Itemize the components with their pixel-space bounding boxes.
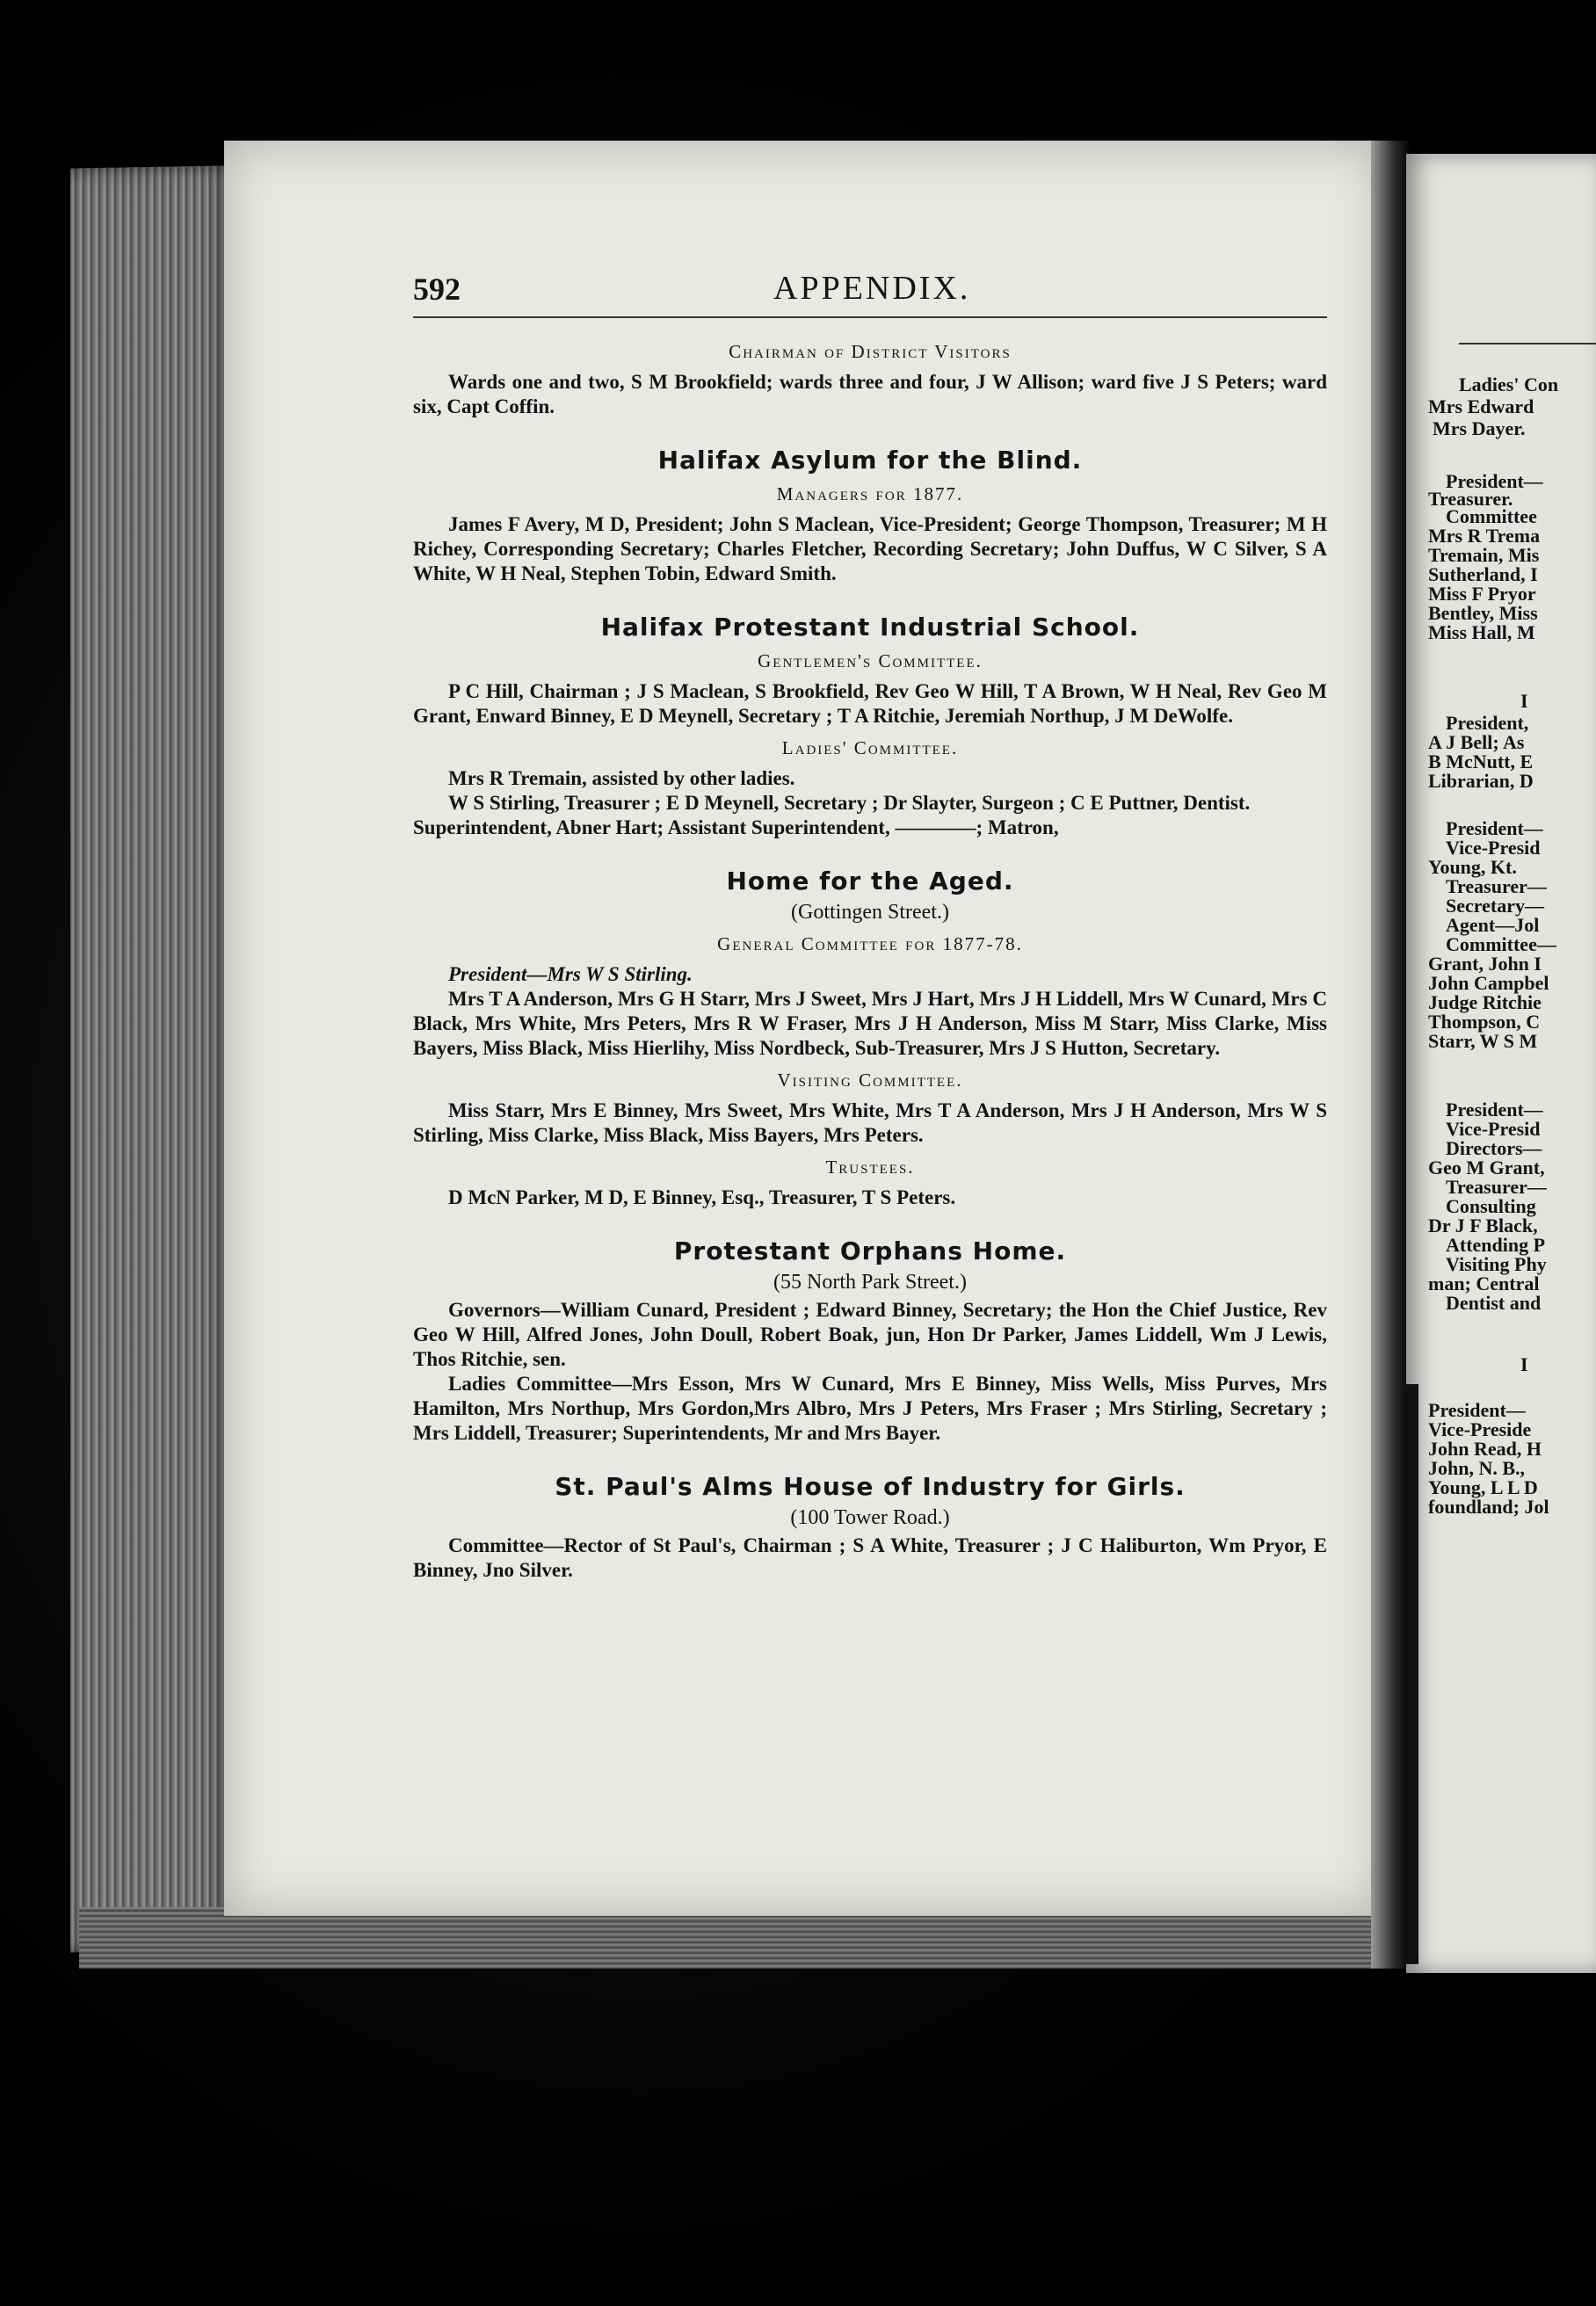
home-aged-trustees-text: D McN Parker, M D, E Binney, Esq., Treasurer, T S Peters.	[448, 1186, 956, 1208]
orphans-home-location: (55 North Park Street.)	[773, 1271, 967, 1294]
right-page-line: A J Bell; As	[1428, 731, 1525, 753]
right-page-line: Librarian, D	[1428, 770, 1534, 792]
home-aged-general-text: Mrs T A Anderson, Mrs G H Starr, Mrs J Sweet, Mrs J Hart, Mrs J H Liddell, Mrs W Cunard, Mrs C Black, Mrs White, Mrs Peters, Mrs R W Fraser, Mrs J H Anderson, Miss M Starr, Miss Clarke, Miss Bayers, Miss Black, Miss Hierlihy, Miss Nordbeck, Sub-Treasurer, Mrs J S Hutton, Secretary.	[413, 988, 1327, 1059]
right-page-line: Dr J F Black,	[1428, 1215, 1538, 1236]
right-page-line: Agent—Jol	[1446, 914, 1540, 936]
right-page-line: I	[1520, 1353, 1528, 1375]
district-visitors-label: Chairman of District Visitors	[729, 341, 1012, 362]
right-page-line: Judge Ritchie	[1428, 991, 1542, 1013]
right-page-line: Starr, W S M	[1428, 1030, 1538, 1052]
blind-asylum-title: Halifax Asylum for the Blind.	[657, 446, 1083, 475]
right-page	[1406, 154, 1596, 1973]
home-aged-trustees-label: Trustees.	[825, 1157, 915, 1178]
right-page-line: Mrs R Trema	[1428, 525, 1541, 547]
right-page-line: Bentley, Miss	[1428, 602, 1538, 624]
right-page-line: Committee	[1446, 505, 1537, 527]
right-page-line: Vice-Presid	[1446, 1118, 1541, 1140]
right-page-line: Tremain, Mis	[1428, 544, 1540, 566]
right-page-line: Vice-Preside	[1428, 1418, 1532, 1440]
home-aged-president: President—Mrs W S Stirling.	[448, 963, 693, 985]
right-page-line: President—	[1446, 1099, 1543, 1120]
page-header	[413, 264, 1327, 318]
blind-asylum-managers-label: Managers for 1877.	[776, 483, 964, 504]
home-aged-visiting-text: Miss Starr, Mrs E Binney, Mrs Sweet, Mrs White, Mrs T A Anderson, Mrs J H Anderson, Mrs W S Stirling, Miss Clarke, Miss Black, Miss Bayers, Mrs Peters.	[413, 1099, 1327, 1146]
home-aged-location: (Gottingen Street.)	[791, 901, 949, 924]
right-page-line: President—	[1446, 817, 1543, 839]
right-page-line: Thompson, C	[1428, 1011, 1541, 1033]
right-page-line: Geo M Grant,	[1428, 1157, 1545, 1178]
right-page-line: President—	[1446, 470, 1543, 492]
st-pauls-location: (100 Tower Road.)	[790, 1506, 950, 1529]
home-aged-general-label: General Committee for 1877-78.	[717, 933, 1023, 954]
right-page-line: Miss Hall, M	[1428, 621, 1535, 643]
district-visitors-text: Wards one and two, S M Brookfield; wards three and four, J W Allison; ward five J S Peters; ward six, Capt Coffin.	[413, 371, 1327, 417]
right-page-line: Ladies' Con	[1459, 373, 1559, 395]
home-aged-visiting-label: Visiting Committee.	[777, 1070, 963, 1091]
st-pauls-title: St. Paul's Alms House of Industry for Girls.	[555, 1472, 1186, 1501]
right-page-line: Mrs Edward	[1428, 395, 1534, 417]
industrial-school-title: Halifax Protestant Industrial School.	[600, 613, 1140, 642]
right-page-line: Treasurer—	[1446, 875, 1547, 897]
right-page-line: Dentist and	[1446, 1292, 1542, 1314]
right-page-line: Miss F Pryor	[1428, 583, 1536, 605]
right-page-line: Treasurer—	[1446, 1176, 1547, 1198]
right-page-line: Consulting	[1446, 1195, 1536, 1217]
industrial-school-gentlemen-label: Gentlemen's Committee.	[758, 650, 983, 671]
industrial-school-ladies-text-1: Mrs R Tremain, assisted by other ladies.	[448, 767, 795, 789]
right-page-line: Young, L L D	[1428, 1476, 1538, 1498]
st-pauls-committee-text: Committee—Rector of St Paul's, Chairman ; S A White, Treasurer ; J C Haliburton, Wm Pryor, E Binney, Jno Silver.	[413, 1534, 1327, 1581]
book-gutter	[1371, 141, 1411, 1969]
home-aged-title: Home for the Aged.	[726, 867, 1014, 896]
industrial-school-gentlemen-text: P C Hill, Chairman ; J S Maclean, S Brookfield, Rev Geo W Hill, T A Brown, W H Neal, Rev Geo M Grant, Enward Binney, E D Meynell, Secretary ; T A Ritchie, Jeremiah Northup, J M DeWolfe.	[413, 680, 1327, 727]
right-page-line: President,	[1446, 712, 1529, 734]
right-page-line: Mrs Dayer.	[1433, 417, 1526, 439]
right-page-line: Secretary—	[1446, 895, 1544, 917]
right-page-line: man; Central	[1428, 1273, 1540, 1294]
right-page-line: Sutherland, I	[1428, 563, 1538, 585]
right-page-line: foundland; Jol	[1428, 1496, 1549, 1518]
right-page-line: Young, Kt.	[1428, 856, 1517, 878]
book-page-edges	[70, 165, 233, 1952]
orphans-home-governors-text: Governors—William Cunard, President ; Edward Binney, Secretary; the Hon the Chief Justice, Rev Geo W Hill, Alfred Jones, John Doull, Robert Boak, jun, Hon Dr Parker, James Liddell, Wm J Lewis, Thos Ritchie, sen.	[413, 1299, 1327, 1370]
industrial-school-ladies-label: Ladies' Committee.	[781, 737, 959, 758]
right-page-tear	[1406, 1384, 1418, 1964]
right-page-line: Grant, John I	[1428, 953, 1542, 975]
book-bottom-edge	[79, 1907, 1415, 1969]
right-page-line: Visiting Phy	[1446, 1253, 1547, 1275]
right-page-line: John, N. B.,	[1428, 1457, 1526, 1479]
page-content	[413, 264, 1327, 1583]
right-page-line: Attending P	[1446, 1234, 1546, 1256]
right-page-line: President—	[1428, 1399, 1526, 1421]
right-page-line: John Campbel	[1428, 972, 1549, 994]
page-title: APPENDIX.	[773, 270, 971, 307]
industrial-school-ladies-text-2: W S Stirling, Treasurer ; E D Meynell, Secretary ; Dr Slayter, Surgeon ; C E Puttner, Dentist.	[448, 792, 1251, 814]
orphans-home-title: Protestant Orphans Home.	[673, 1236, 1067, 1265]
right-page-line: Vice-Presid	[1446, 837, 1541, 859]
right-page-line: Directors—	[1446, 1137, 1542, 1159]
right-page-line: B McNutt, E	[1428, 751, 1534, 772]
page-number: 592	[413, 272, 461, 307]
right-page-line: I	[1520, 690, 1528, 712]
right-page-line: Treasurer.	[1428, 488, 1513, 510]
right-page-line: John Read, H	[1428, 1438, 1542, 1460]
right-page-line: Committee—	[1446, 933, 1556, 955]
right-page-rule	[1459, 343, 1596, 344]
industrial-school-ladies-text-3: Superintendent, Abner Hart; Assistant Superintendent, ————; Matron,	[413, 816, 1059, 838]
orphans-home-ladies-text: Ladies Committee—Mrs Esson, Mrs W Cunard, Mrs E Binney, Miss Wells, Miss Purves, Mrs Hamilton, Mrs Northup, Mrs Gordon,Mrs Albro, Mrs J Peters, Mrs Fraser ; Mrs Stirling, Secretary ; Mrs Liddell, Treasurer; Superintendents, Mr and Mrs Bayer.	[413, 1373, 1327, 1444]
blind-asylum-text: James F Avery, M D, President; John S Maclean, Vice-President; George Thompson, Treasurer; M H Richey, Corresponding Secretary; Charles Fletcher, Recording Secretary; John Duffus, W C Silver, S A White, W H Neal, Stephen Tobin, Edward Smith.	[413, 513, 1327, 584]
